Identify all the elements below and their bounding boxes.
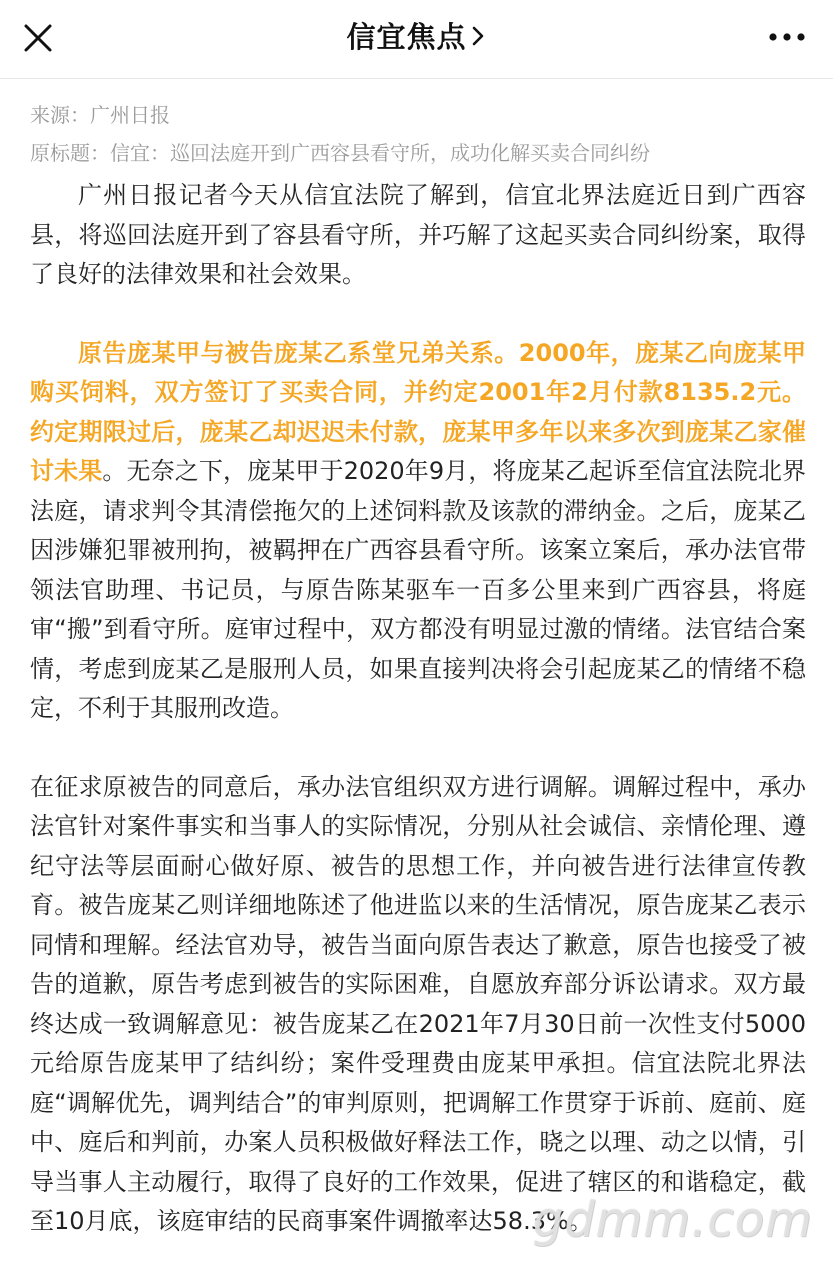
article-source: 来源：广州日报 — [30, 103, 170, 127]
paragraph-case-background — [30, 334, 806, 729]
paragraph-intro: 广州日报记者今天从信宜法院了解到，信宜北界法庭近日到广西容县，将巡回法庭开到了容县看守所，并巧解了这起买卖合同纠纷案，取得了良好的法律效果和社会效果。 — [30, 181, 806, 288]
chevron-right-icon — [469, 23, 487, 49]
article-original-title: 原标题：信宜：巡回法庭开到广西容县看守所，成功化解买卖合同纠纷 — [30, 141, 650, 165]
more-icon[interactable] — [767, 24, 807, 50]
site-watermark: gdmm.com — [532, 1192, 813, 1248]
paragraph-mediation: 在征求原被告的同意后，承办法官组织双方进行调解。调解过程中，承办法官针对案件事实和当事人的实际情况，分别从社会诚信、亲情伦理、遵纪守法等层面耐心做好原、被告的思想工作，并向被告进行法律宣传教育。被告庞某乙则详细地陈述了他进监以来的生活情况，原告庞某乙表示同情和理解。经法官劝导，被告当面向原告表达了歉意，原告也接受了被告的道歉，原告考虑到被告的实际困难，自愿放弃部分诉讼请求。双方最终达成一致调解意见：被告庞某乙在2021年7月30日前一次性支付5000元给原告庞某甲了结纠纷；案件受理费由庞某甲承担。信宜法院北界法庭“调解优先，调判结合”的审判原则，把调解工作贯穿于诉前、庭前、庭中、庭后和判前，办案人员积极做好释法工作，晓之以理、动之以情，引导当事人主动履行，取得了良好的工作效果，促进了辖区的和谐稳定，截至10月底，该庭审结的民商事案件调撤率达58.3%。 — [30, 772, 806, 1235]
page-title: 信宜焦点 — [346, 20, 467, 54]
account-title-link[interactable] — [0, 14, 833, 60]
article-body — [30, 96, 806, 1242]
highlighted-text: 原告庞某甲与被告庞某乙系堂兄弟关系。2000年，庞某乙向庞某甲购买饲料，双方签订了买卖合同，并约定2001年2月付款8135.2元。约定期限过后，庞某乙却迟迟未付款，庞某甲多年以来多次到庞某乙家催讨未果 — [30, 338, 806, 485]
paragraph-text: 。无奈之下，庞某甲于2020年9月，将庞某乙起诉至信宜法院北界法庭，请求判令其清偿拖欠的上述饲料款及该款的滞纳金。之后，庞某乙因涉嫌犯罪被刑拘，被羁押在广西容县看守所。该案立案后，承办法官带领法官助理、书记员，与原告陈某驱车一百多公里来到广西容县，将庭审“搬”到看守所。庭审过程中，双方都没有明显过激的情绪。法官结合案情，考虑到庞某乙是服刑人员，如果直接判决将会引起庞某乙的情绪不稳定，不利于其服刑改造。 — [30, 457, 806, 722]
top-navbar — [0, 0, 833, 79]
